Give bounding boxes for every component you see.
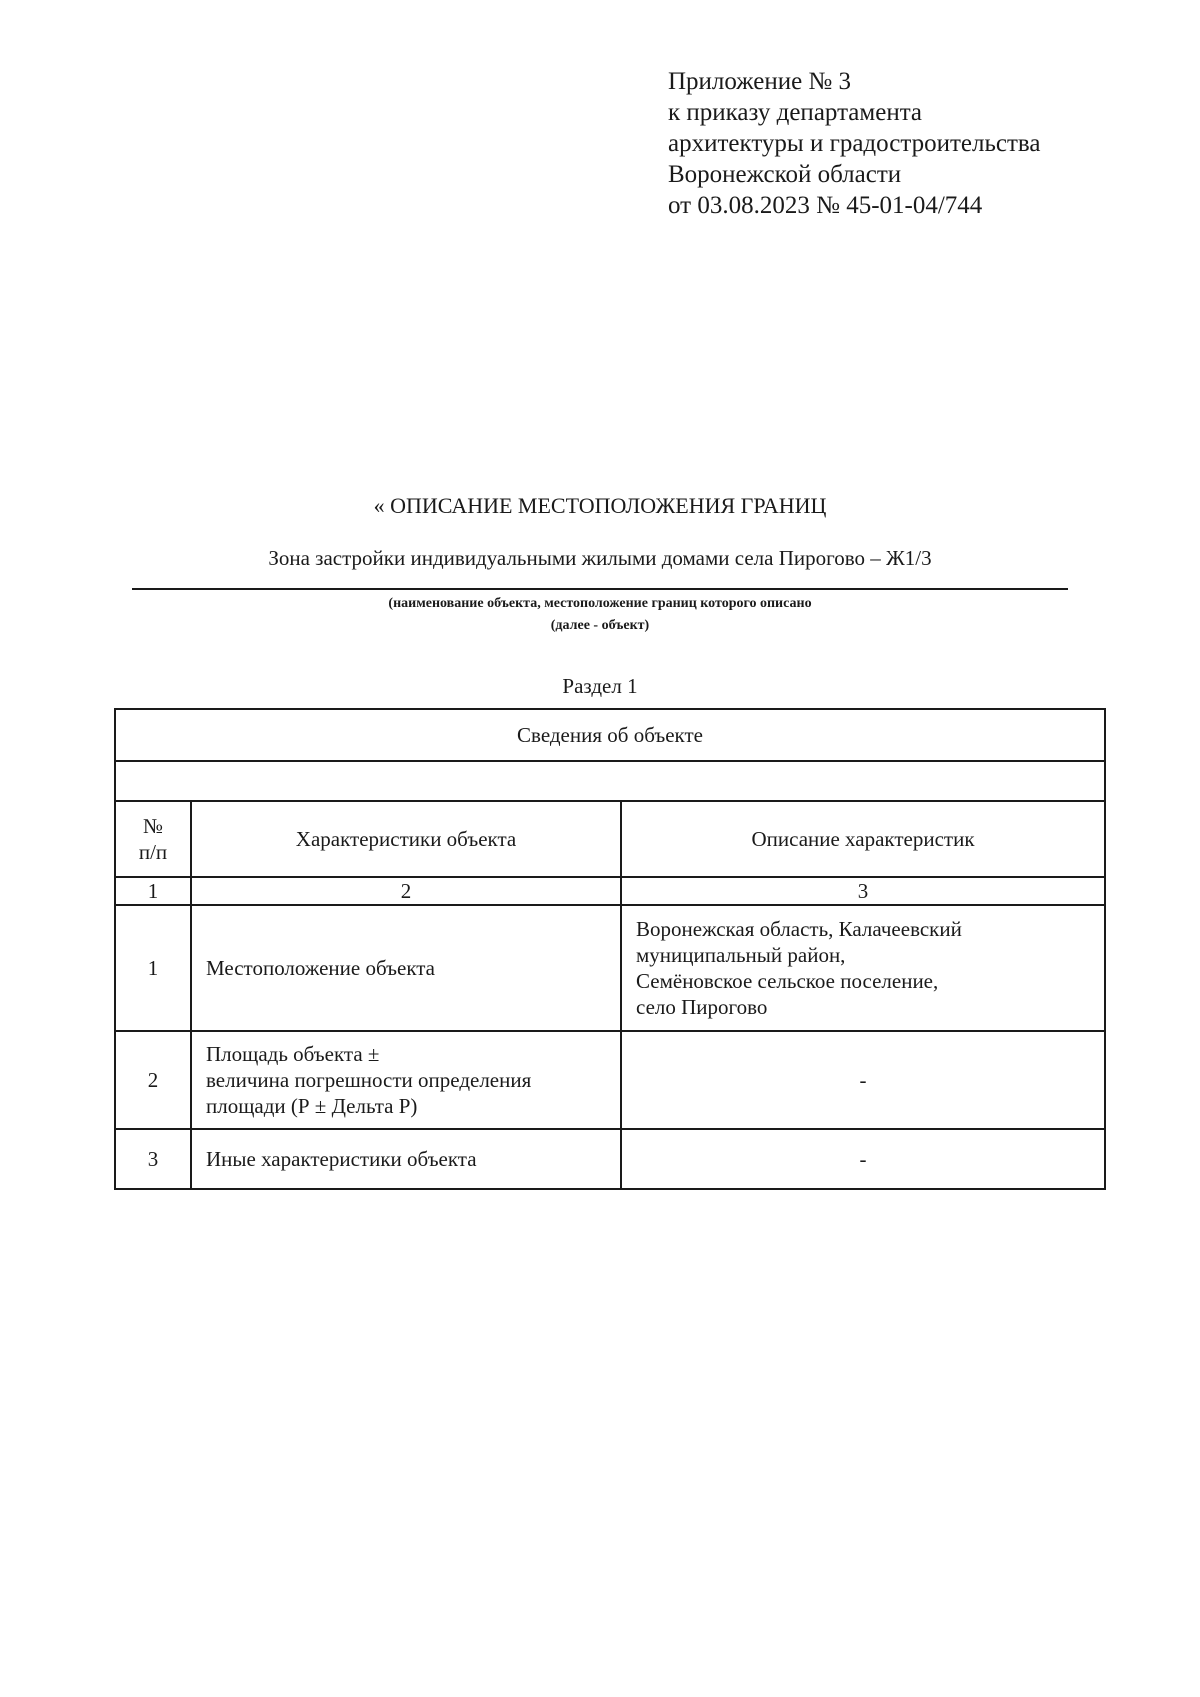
section-title: Раздел 1 xyxy=(562,674,638,698)
description-line: Семёновское сельское поселение, xyxy=(636,969,939,993)
appendix-line: архитектуры и градостроительства xyxy=(668,130,1041,157)
row-num: 3 xyxy=(115,1129,191,1189)
appendix-line: Воронежской области xyxy=(668,161,902,188)
name-caption-line: (далее - объект) xyxy=(550,618,650,633)
row-description xyxy=(621,905,1105,1031)
object-name: Зона застройки индивидуальными жилыми домами села Пирогово – Ж1/3 xyxy=(268,546,932,570)
name-caption xyxy=(0,593,1200,637)
row-description: - xyxy=(621,1129,1105,1189)
column-number: 3 xyxy=(621,877,1105,905)
appendix-line: к приказу департамента xyxy=(668,99,923,126)
row-num: 1 xyxy=(115,905,191,1031)
object-info-table xyxy=(114,708,1106,1190)
header-description: Описание характеристик xyxy=(621,801,1105,877)
description-line: село Пирогово xyxy=(636,995,768,1019)
name-caption-line: (наименование объекта, местоположение границ которого описано xyxy=(388,596,812,611)
appendix-header xyxy=(668,66,1040,221)
characteristic-line: Площадь объекта ± xyxy=(206,1042,380,1066)
appendix-line: Приложение № 3 xyxy=(668,68,852,95)
characteristic-line: Иные характеристики объекта xyxy=(206,1147,477,1171)
table-row xyxy=(115,1031,1105,1129)
header-num-line: № xyxy=(142,814,164,838)
table-caption-row xyxy=(115,709,1105,761)
table-caption: Сведения об объекте xyxy=(115,709,1105,761)
table-header-row xyxy=(115,801,1105,877)
appendix-line: от 03.08.2023 № 45-01-04/744 xyxy=(668,192,983,219)
description-line: муниципальный район, xyxy=(636,943,846,967)
document-title: « ОПИСАНИЕ МЕСТОПОЛОЖЕНИЯ ГРАНИЦ xyxy=(373,493,827,518)
row-num: 2 xyxy=(115,1031,191,1129)
header-num-line: п/п xyxy=(138,840,168,864)
column-number-row xyxy=(115,877,1105,905)
row-characteristic xyxy=(191,1031,621,1129)
header-num xyxy=(115,801,191,877)
column-number: 2 xyxy=(191,877,621,905)
characteristic-line: площади (Р ± Дельта Р) xyxy=(206,1094,418,1118)
table-row xyxy=(115,905,1105,1031)
table-row xyxy=(115,1129,1105,1189)
header-characteristics: Характеристики объекта xyxy=(191,801,621,877)
description-line: Воронежская область, Калачеевский xyxy=(636,917,962,941)
table-empty-row xyxy=(115,761,1105,801)
characteristic-line: величина погрешности определения xyxy=(206,1068,532,1092)
row-characteristic xyxy=(191,905,621,1031)
row-characteristic xyxy=(191,1129,621,1189)
table-empty-cell xyxy=(115,761,1105,801)
row-description: - xyxy=(621,1031,1105,1129)
name-underline xyxy=(132,588,1068,590)
characteristic-line: Местоположение объекта xyxy=(206,956,436,980)
column-number: 1 xyxy=(115,877,191,905)
